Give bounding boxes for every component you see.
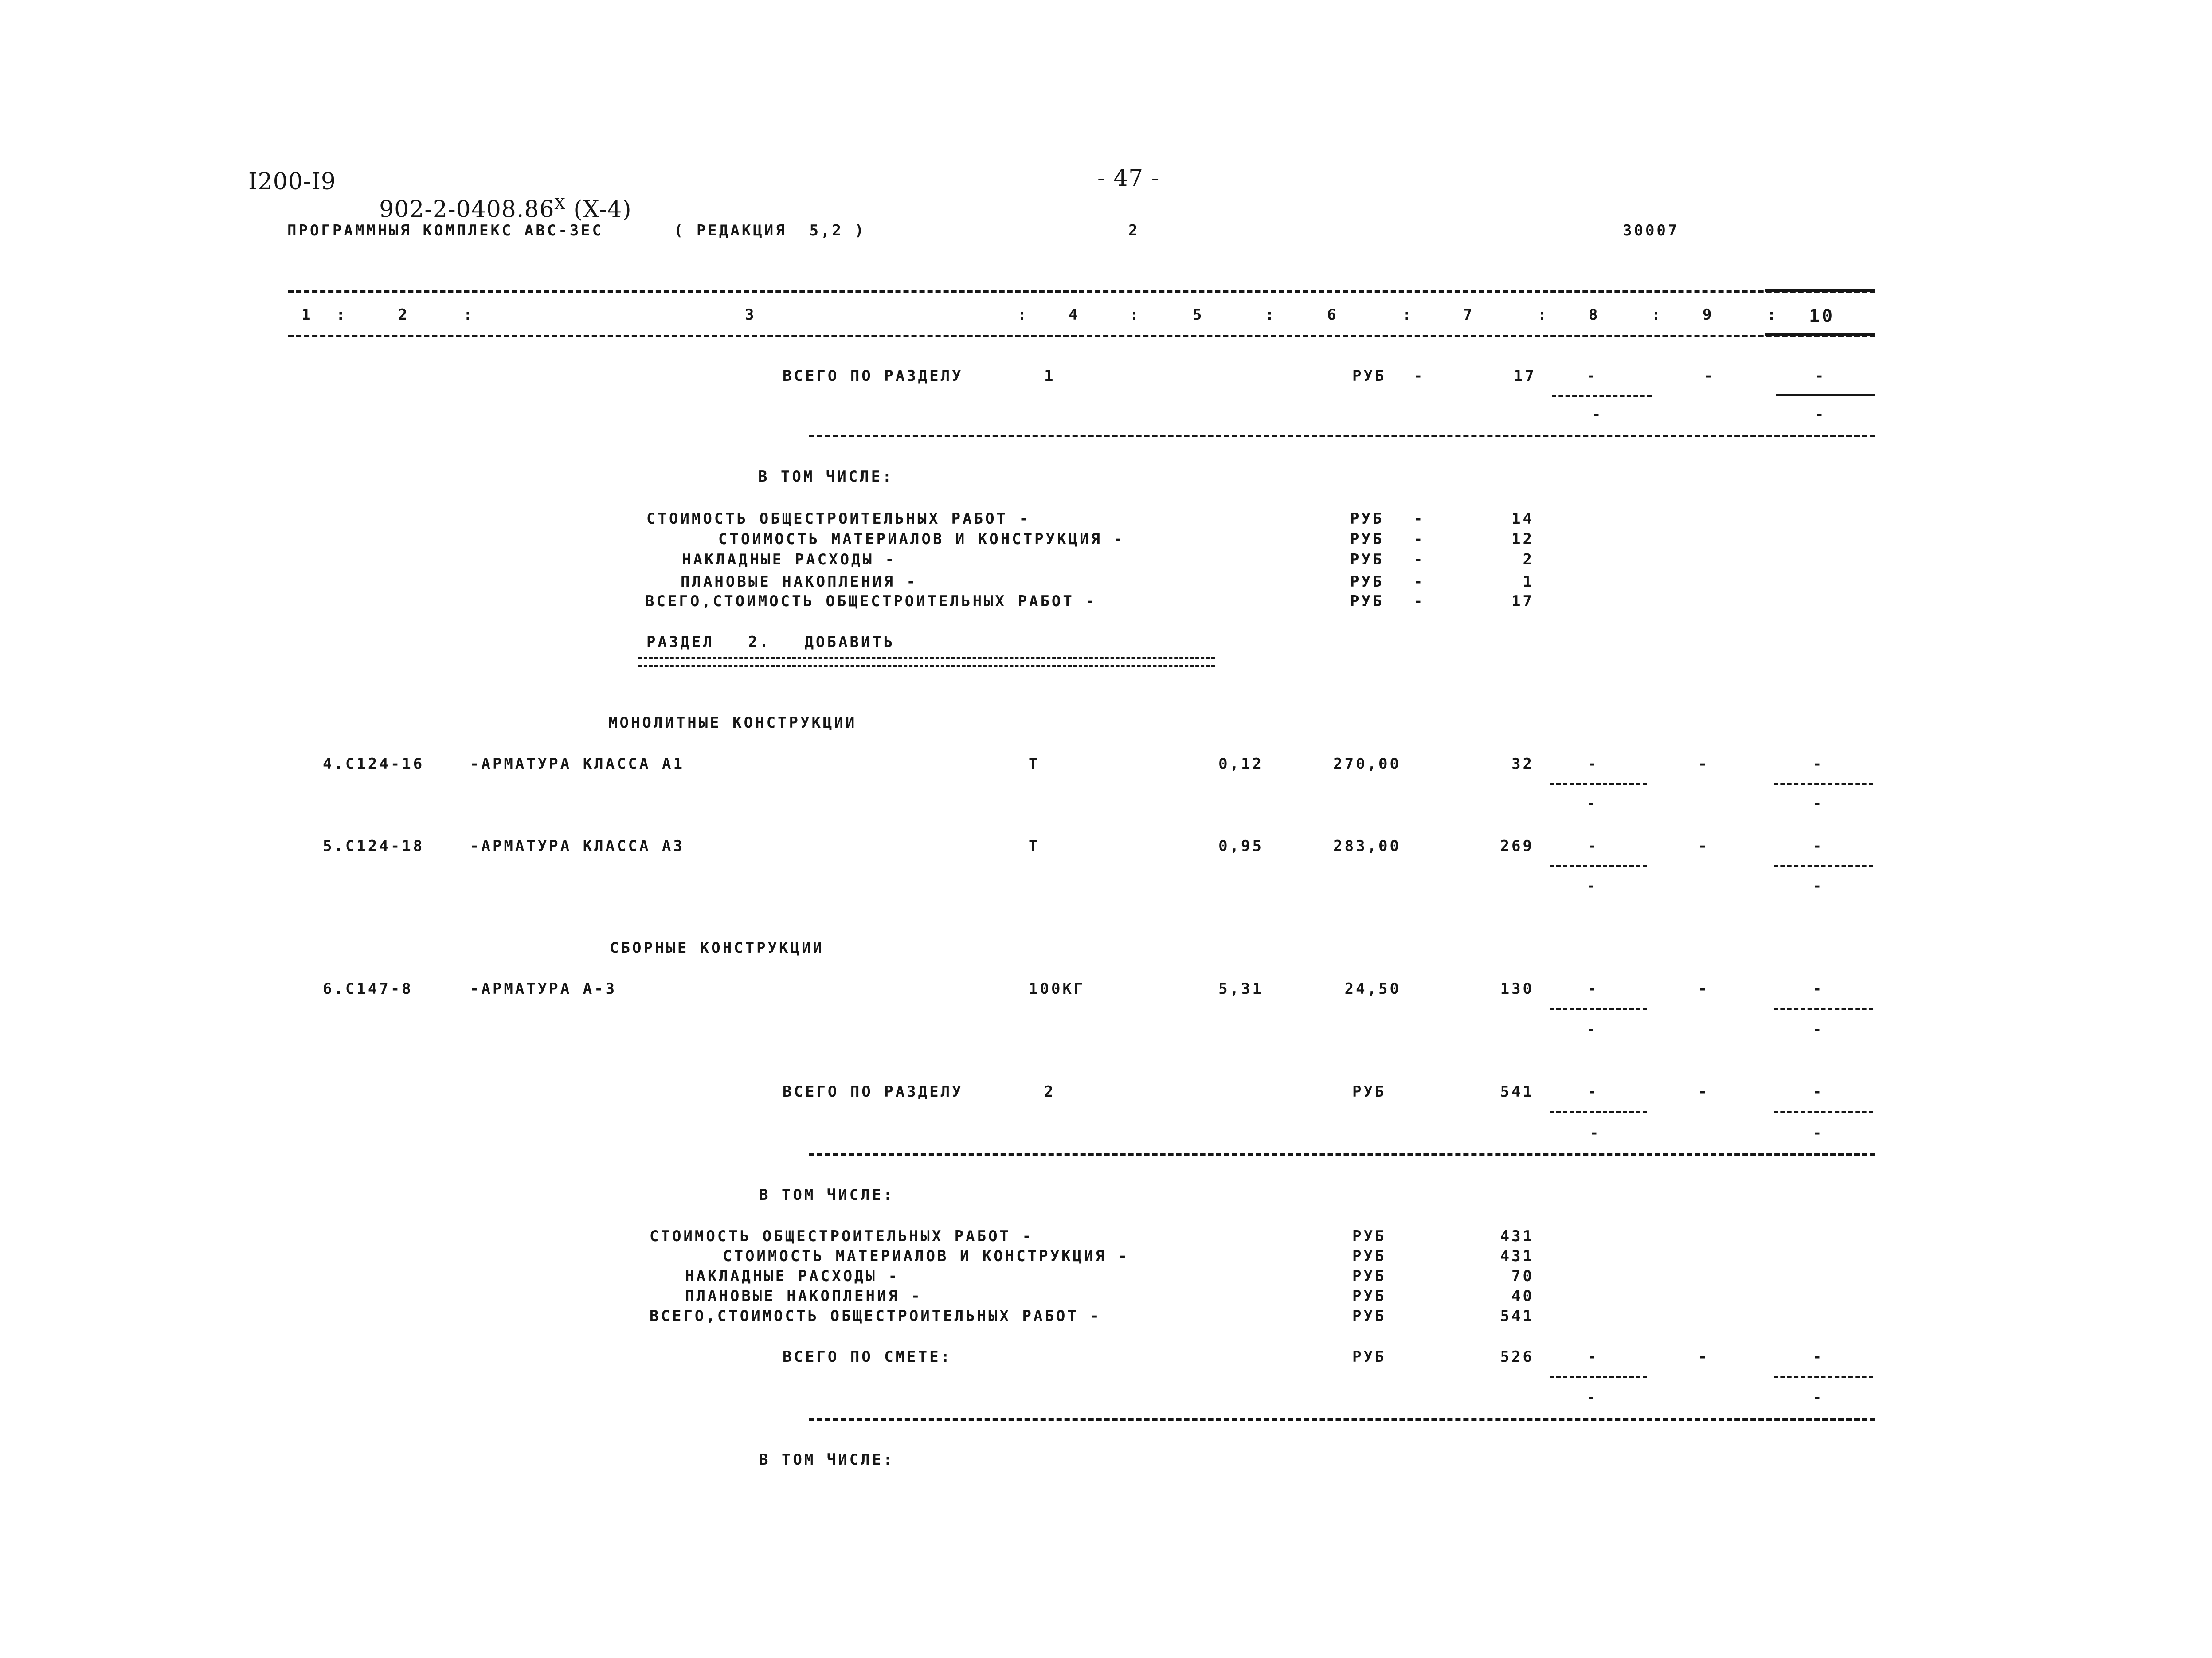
document-number <box>364 169 632 223</box>
section2-including-label: В ТОМ ЧИСЛЕ: <box>759 1186 895 1204</box>
section2-unit: РУБ <box>1352 1083 1386 1101</box>
column-separator: : <box>1265 306 1276 324</box>
column-number: 10 <box>1809 306 1835 326</box>
column-number: 1 <box>301 306 313 324</box>
estimate-rule <box>809 1418 1875 1421</box>
empty-cell-dash: - <box>1704 367 1715 385</box>
item-name: -АРМАТУРА А-3 <box>470 980 617 998</box>
column-separator: : <box>1402 306 1413 324</box>
section1-unit: РУБ <box>1352 367 1386 385</box>
breakdown-label: СТОИМОСТЬ МАТЕРИАЛОВ И КОНСТРУКЦИЯ - <box>718 530 1125 548</box>
column-separator: : <box>463 306 475 324</box>
empty-cell-dash: - <box>1698 837 1710 855</box>
column-number: 3 <box>745 306 756 324</box>
empty-cell-dash: - <box>1592 406 1603 423</box>
empty-cell-dash: - <box>1698 1083 1710 1101</box>
cell-underline <box>1550 1376 1647 1378</box>
value-separator: - <box>1413 367 1425 385</box>
table-top-rule-right <box>1765 289 1875 292</box>
group-heading-prefab: СБОРНЫЕ КОНСТРУКЦИИ <box>610 939 824 957</box>
empty-cell-dash: - <box>1815 367 1826 385</box>
breakdown-unit: РУБ <box>1350 510 1384 528</box>
breakdown-value: 2 <box>1523 551 1534 568</box>
breakdown-label: НАКЛАДНЫЕ РАСХОДЫ - <box>682 551 897 568</box>
empty-cell-dash: - <box>1586 1021 1598 1039</box>
document-number-suffix: (X-4) <box>573 196 632 223</box>
value-separator: - <box>1413 551 1425 568</box>
cell-underline <box>1776 394 1875 396</box>
section2-total-label: ВСЕГО ПО РАЗДЕЛУ <box>783 1083 963 1101</box>
empty-cell-dash: - <box>1586 367 1598 385</box>
item-name: -АРМАТУРА КЛАССА А3 <box>470 837 685 855</box>
item-unit: 100КГ <box>1029 980 1085 998</box>
empty-cell-dash: - <box>1813 1021 1824 1039</box>
cell-underline <box>1774 1111 1873 1113</box>
empty-cell-dash: - <box>1813 1348 1824 1366</box>
breakdown-value: 431 <box>1500 1227 1534 1245</box>
table-header-rule-right <box>1765 333 1875 336</box>
empty-cell-dash: - <box>1813 1124 1824 1142</box>
breakdown-unit: РУБ <box>1350 530 1384 548</box>
item-code: 4.С124-16 <box>323 755 425 773</box>
section1-including-label: В ТОМ ЧИСЛЕ: <box>758 468 894 486</box>
empty-cell-dash: - <box>1813 1389 1824 1407</box>
breakdown-unit: РУБ <box>1352 1247 1386 1265</box>
column-separator: : <box>336 306 348 324</box>
breakdown-value: 541 <box>1500 1307 1534 1325</box>
empty-cell-dash: - <box>1698 980 1710 998</box>
empty-cell-dash: - <box>1587 755 1599 773</box>
breakdown-label: ВСЕГО,СТОИМОСТЬ ОБЩЕСТРОИТЕЛЬНЫХ РАБОТ - <box>650 1307 1101 1325</box>
sheet-indicator: 2 <box>1128 222 1140 239</box>
column-number: 8 <box>1589 306 1600 324</box>
section1-rule <box>809 435 1875 437</box>
breakdown-unit: РУБ <box>1352 1267 1386 1285</box>
item-total: 32 <box>1511 755 1534 773</box>
empty-cell-dash: - <box>1813 980 1824 998</box>
breakdown-unit: РУБ <box>1350 592 1384 610</box>
empty-cell-dash: - <box>1586 795 1598 812</box>
column-number: 6 <box>1327 306 1339 324</box>
breakdown-unit: РУБ <box>1350 573 1384 591</box>
breakdown-unit: РУБ <box>1352 1307 1386 1325</box>
cell-underline <box>1552 395 1652 397</box>
column-separator: : <box>1767 306 1778 324</box>
section2-double-rule <box>638 657 1215 667</box>
breakdown-label: ПЛАНОВЫЕ НАКОПЛЕНИЯ - <box>685 1287 922 1305</box>
breakdown-label: СТОИМОСТЬ МАТЕРИАЛОВ И КОНСТРУКЦИЯ - <box>723 1247 1129 1265</box>
breakdown-label: СТОИМОСТЬ ОБЩЕСТРОИТЕЛЬНЫХ РАБОТ - <box>650 1227 1034 1245</box>
item-name: -АРМАТУРА КЛАССА А1 <box>470 755 685 773</box>
cell-underline <box>1774 783 1873 785</box>
section1-total-value: 17 <box>1514 367 1536 385</box>
document-number-superscript: X <box>554 195 566 213</box>
section1-total-label: ВСЕГО ПО РАЗДЕЛУ <box>783 367 963 385</box>
item-code: 5.С124-18 <box>323 837 425 855</box>
breakdown-unit: РУБ <box>1352 1227 1386 1245</box>
empty-cell-dash: - <box>1586 877 1598 895</box>
value-separator: - <box>1413 573 1425 591</box>
empty-cell-dash: - <box>1813 877 1824 895</box>
breakdown-value: 40 <box>1511 1287 1534 1305</box>
item-unit: Т <box>1029 837 1040 855</box>
cell-underline <box>1774 865 1873 867</box>
estimate-unit: РУБ <box>1352 1348 1386 1366</box>
program-name: ПРОГРАММНЫЯ КОМПЛЕКС АВС-3ЕС <box>287 222 604 239</box>
cell-underline <box>1774 1008 1873 1010</box>
empty-cell-dash: - <box>1587 1083 1599 1101</box>
column-number: 2 <box>398 306 410 324</box>
column-separator: : <box>1018 306 1029 324</box>
empty-cell-dash: - <box>1586 1389 1598 1407</box>
page-number: - 47 - <box>1097 165 1160 192</box>
breakdown-value: 17 <box>1511 592 1534 610</box>
column-number: 7 <box>1463 306 1475 324</box>
item-code: 6.С147-8 <box>323 980 413 998</box>
empty-cell-dash: - <box>1587 1348 1599 1366</box>
cell-underline <box>1550 1008 1647 1010</box>
breakdown-value: 70 <box>1511 1267 1534 1285</box>
cell-underline <box>1550 1111 1647 1113</box>
estimate-total-label: ВСЕГО ПО СМЕТЕ: <box>783 1348 952 1366</box>
column-separator: : <box>1652 306 1663 324</box>
table-top-rule <box>288 290 1875 293</box>
estimate-total-value: 526 <box>1500 1348 1534 1366</box>
empty-cell-dash: - <box>1813 837 1824 855</box>
section2-rule <box>809 1153 1875 1156</box>
column-number: 9 <box>1703 306 1714 324</box>
column-number: 4 <box>1069 306 1080 324</box>
estimate-including-label: В ТОМ ЧИСЛЕ: <box>759 1451 895 1469</box>
breakdown-value: 14 <box>1511 510 1534 528</box>
item-unit: Т <box>1029 755 1040 773</box>
cell-underline <box>1774 1376 1873 1378</box>
empty-cell-dash: - <box>1698 755 1710 773</box>
breakdown-unit: РУБ <box>1352 1287 1386 1305</box>
breakdown-value: 12 <box>1511 530 1534 548</box>
section2-number: 2 <box>1044 1083 1056 1101</box>
breakdown-label: НАКЛАДНЫЕ РАСХОДЫ - <box>685 1267 900 1285</box>
breakdown-label: ВСЕГО,СТОИМОСТЬ ОБЩЕСТРОИТЕЛЬНЫХ РАБОТ - <box>645 592 1097 610</box>
item-total: 130 <box>1500 980 1534 998</box>
column-separator: : <box>1130 306 1141 324</box>
empty-cell-dash: - <box>1815 406 1826 423</box>
value-separator: - <box>1413 592 1425 610</box>
item-unit-price: 24,50 <box>1344 980 1401 998</box>
empty-cell-dash: - <box>1587 837 1599 855</box>
empty-cell-dash: - <box>1698 1348 1710 1366</box>
document-number-main: 902-2-0408.86 <box>379 196 555 223</box>
cell-underline <box>1550 865 1647 867</box>
value-separator: - <box>1413 510 1425 528</box>
sheet-code: I200-I9 <box>248 169 336 195</box>
empty-cell-dash: - <box>1813 1083 1824 1101</box>
group-heading-monolithic: МОНОЛИТНЫЕ КОНСТРУКЦИИ <box>608 714 857 732</box>
empty-cell-dash: - <box>1590 1124 1601 1142</box>
breakdown-unit: РУБ <box>1350 551 1384 568</box>
value-separator: - <box>1413 530 1425 548</box>
program-edition: ( РЕДАКЦИЯ 5,2 ) <box>674 222 866 239</box>
column-separator: : <box>1538 306 1549 324</box>
section1-number: 1 <box>1044 367 1056 385</box>
breakdown-label: СТОИМОСТЬ ОБЩЕСТРОИТЕЛЬНЫХ РАБОТ - <box>646 510 1030 528</box>
section2-total-value: 541 <box>1500 1083 1534 1101</box>
item-total: 269 <box>1500 837 1534 855</box>
document-code: 30007 <box>1623 222 1680 239</box>
column-number: 5 <box>1193 306 1204 324</box>
item-quantity: 0,95 <box>1218 837 1264 855</box>
breakdown-value: 1 <box>1523 573 1534 591</box>
breakdown-value: 431 <box>1500 1247 1534 1265</box>
item-quantity: 5,31 <box>1218 980 1264 998</box>
item-unit-price: 283,00 <box>1333 837 1401 855</box>
empty-cell-dash: - <box>1813 755 1824 773</box>
empty-cell-dash: - <box>1587 980 1599 998</box>
empty-cell-dash: - <box>1813 795 1824 812</box>
item-quantity: 0,12 <box>1218 755 1264 773</box>
breakdown-label: ПЛАНОВЫЕ НАКОПЛЕНИЯ - <box>681 573 918 591</box>
item-unit-price: 270,00 <box>1333 755 1401 773</box>
section2-title: РАЗДЕЛ 2. ДОБАВИТЬ <box>646 633 895 651</box>
table-header-rule <box>288 335 1875 337</box>
cell-underline <box>1550 783 1647 785</box>
